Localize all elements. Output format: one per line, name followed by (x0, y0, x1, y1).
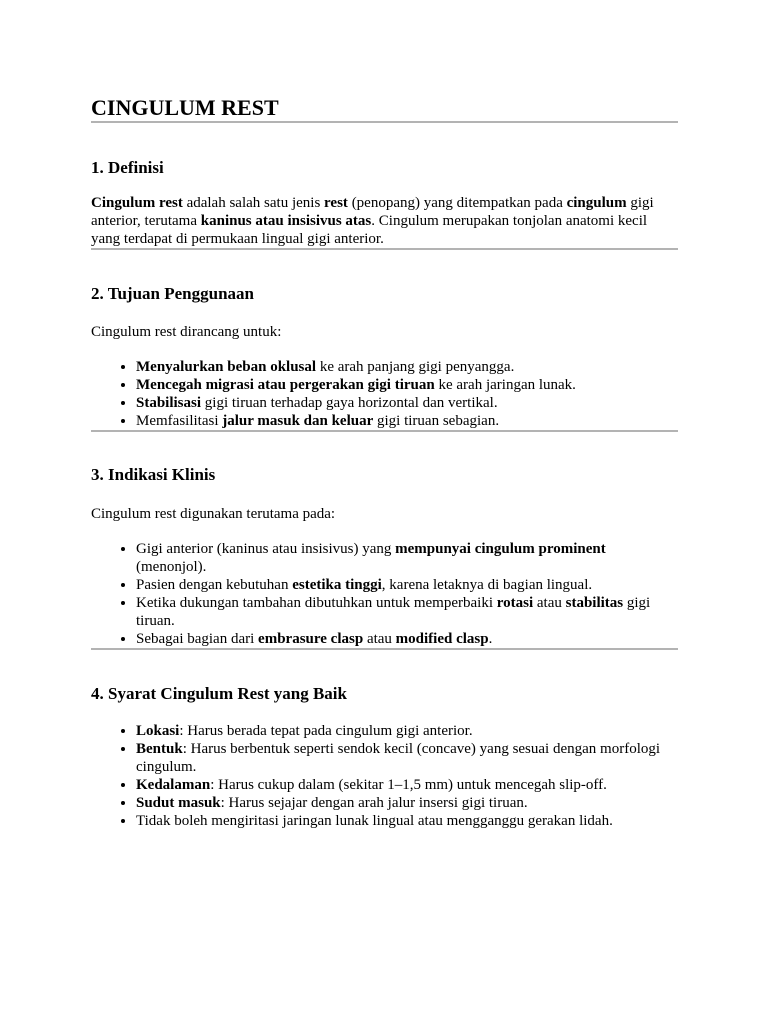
bold-text: jalur masuk dan keluar (222, 413, 374, 429)
list-item (136, 358, 678, 376)
text-run: : Harus berada tepat pada cingulum gigi anterior. (179, 723, 473, 739)
text-run: Tidak boleh mengiritasi jaringan lunak lingual atau mengganggu gerakan lidah. (136, 813, 613, 829)
text-run: ke arah panjang gigi penyangga. (316, 359, 515, 375)
bold-text: embrasure clasp (258, 631, 364, 647)
text-run: atau (363, 631, 396, 647)
section-heading-syarat: 4. Syarat Cingulum Rest yang Baik (91, 684, 347, 703)
text-run: : Harus sejajar dengan arah jalur insersi gigi tiruan. (220, 795, 528, 811)
divider (91, 248, 678, 250)
section-heading-tujuan: 2. Tujuan Penggunaan (91, 284, 254, 303)
definition-paragraph (91, 194, 678, 248)
list-item (136, 594, 678, 630)
purpose-list (91, 358, 678, 430)
bold-text: kaninus atau insisivus atas (200, 213, 372, 229)
list-item (136, 394, 678, 412)
text-run: : Harus berbentuk seperti sendok kecil (concave) yang sesuai dengan morfologi cingulum. (136, 741, 661, 775)
divider (91, 648, 678, 650)
text-run: Gigi anterior (kaninus atau insisivus) yang (136, 541, 396, 557)
text-run: , karena letaknya di bagian lingual. (381, 577, 593, 593)
text-run: gigi tiruan terhadap gaya horizontal dan vertikal. (201, 395, 498, 411)
bold-text: Stabilisasi (136, 395, 202, 411)
section-heading-indikasi: 3. Indikasi Klinis (91, 465, 216, 484)
bold-text: modified clasp (395, 631, 489, 647)
page-title: CINGULUM REST (91, 95, 279, 120)
text-run: Pasien dengan kebutuhan (136, 577, 293, 593)
divider (91, 121, 678, 123)
text-run: ke arah jaringan lunak. (434, 377, 576, 393)
list-item (136, 776, 678, 794)
text-run: (menonjol). (136, 559, 207, 575)
bold-text: Menyalurkan beban oklusal (136, 359, 317, 375)
bold-text: mempunyai cingulum prominent (395, 541, 606, 557)
text-run: (penopang) yang ditempatkan pada (347, 195, 567, 211)
indication-list (91, 540, 678, 648)
list-item (136, 576, 678, 594)
text-run: gigi tiruan. (136, 595, 651, 629)
text-run: . (488, 631, 493, 647)
requirements-list (91, 722, 678, 830)
bold-text: Mencegah migrasi atau pergerakan gigi tiruan (136, 377, 435, 393)
list-item (136, 794, 678, 812)
text-run: : Harus cukup dalam (sekitar 1–1,5 mm) untuk mencegah slip-off. (210, 777, 607, 793)
divider (91, 430, 678, 432)
list-item (136, 540, 678, 576)
text-run: . Cingulum merupakan tonjolan anatomi kecil yang terdapat di permukaan lingual gigi anterior. (91, 213, 648, 247)
bold-text: stabilitas (565, 595, 624, 611)
bold-text: Bentuk (136, 741, 183, 757)
text-run: gigi anterior, terutama (91, 195, 654, 229)
list-item (136, 740, 678, 776)
text-run: Ketika dukungan tambahan dibutuhkan untuk memperbaiki (136, 595, 497, 611)
bold-text: Cingulum rest (91, 195, 183, 211)
list-item (136, 630, 678, 648)
bold-text: Lokasi (136, 723, 180, 739)
text-run: atau (533, 595, 566, 611)
text-run: adalah salah satu jenis (182, 195, 325, 211)
bold-text: rest (324, 195, 348, 211)
list-item (136, 722, 678, 740)
text-run: gigi tiruan sebagian. (373, 413, 500, 429)
section-intro: Cingulum rest digunakan terutama pada: (91, 506, 336, 522)
list-item (136, 812, 678, 830)
list-item (136, 412, 678, 430)
text-run: Sebagai bagian dari (136, 631, 259, 647)
bold-text: Sudut masuk (136, 795, 221, 811)
section-heading-definisi: 1. Definisi (91, 158, 164, 177)
list-item (136, 376, 678, 394)
bold-text: estetika tinggi (292, 577, 382, 593)
bold-text: Kedalaman (136, 777, 211, 793)
bold-text: rotasi (496, 595, 534, 611)
text-run: Memfasilitasi (136, 413, 223, 429)
section-intro: Cingulum rest dirancang untuk: (91, 324, 282, 340)
bold-text: cingulum (566, 195, 627, 211)
